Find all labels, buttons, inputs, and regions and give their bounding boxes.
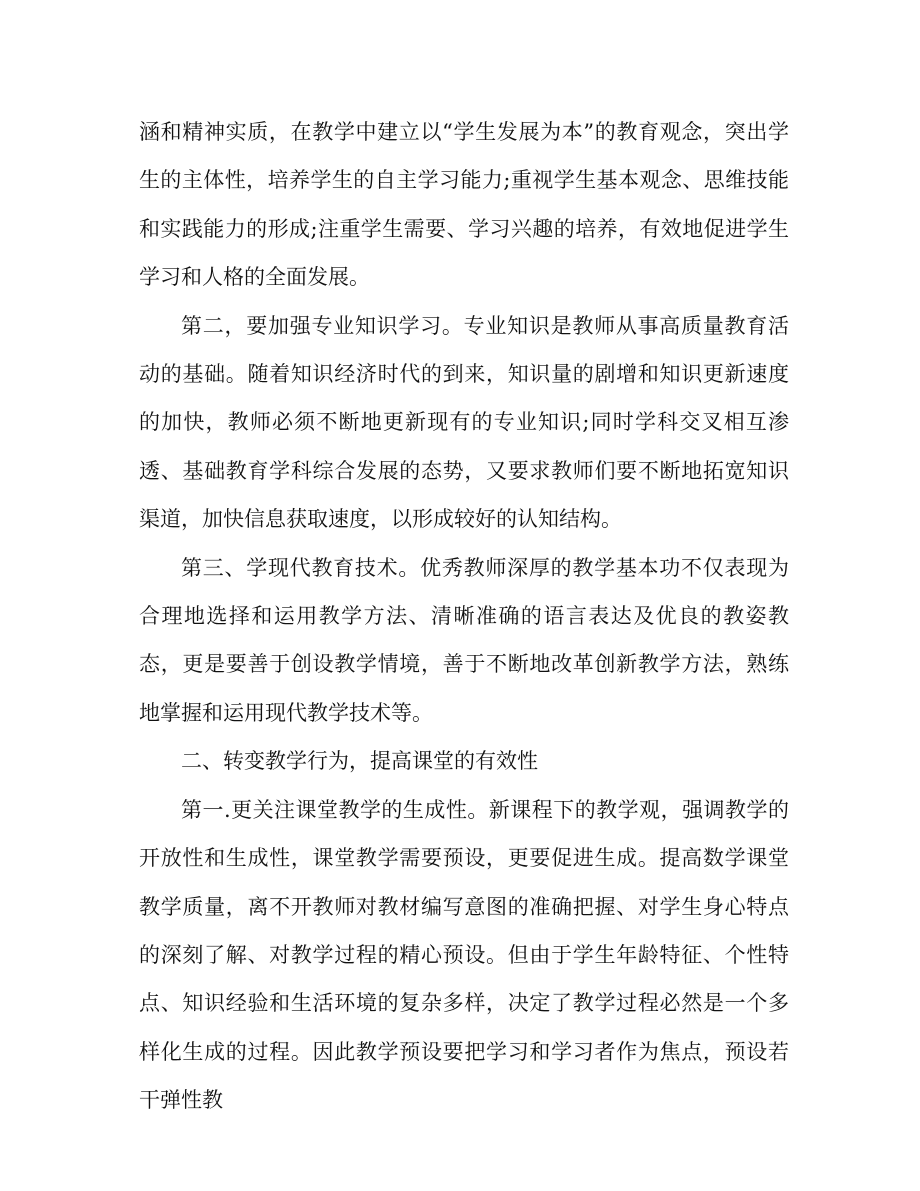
paragraph-1: 涵和精神实质，在教学中建立以“学生发展为本”的教育观念，突出学生的主体性，培养学生的自主学习能力;重视学生基本观念、思维技能和实践能力的形成;注重学生需要、学习兴趣的培养，有效地促进学生学习和人格的全面发展。 — [139, 120, 789, 290]
paragraph-4: 第一.更关注课堂教学的生成性。新课程下的教学观，强调教学的开放性和生成性，课堂教学需要预设，更要促进生成。提高数学课堂教学质量，离不开教师对教材编写意图的准确把握、对学生身心特点的深刻了解、对教学过程的精心预设。但由于学生年龄特征、个性特点、知识经验和生活环境的复杂多样，决定了教学过程必然是一个多样化生成的过程。因此教学预设要把学习和学习者作为焦点，预设若干弹性教 — [139, 797, 789, 1113]
section-heading: 二、转变教学行为，提高课堂的有效性 — [181, 749, 538, 774]
document-body — [139, 108, 789, 1125]
paragraph-2: 第二，要加强专业知识学习。专业知识是教师从事高质量教育活动的基础。随着知识经济时代的到来，知识量的剧增和知识更新速度的加快，教师必须不断地更新现有的专业知识;同时学科交叉相互渗透、基础教育学科综合发展的态势，又要求教师们要不断地拓宽知识渠道，加快信息获取速度，以形成较好的认知结构。 — [139, 313, 789, 532]
paragraph-3: 第三、学现代教育技术。优秀教师深厚的教学基本功不仅表现为合理地选择和运用教学方法、清晰准确的语言表达及优良的教姿教态，更是要善于创设教学情境，善于不断地改革创新教学方法，熟练地掌握和运用现代教学技术等。 — [139, 555, 789, 725]
